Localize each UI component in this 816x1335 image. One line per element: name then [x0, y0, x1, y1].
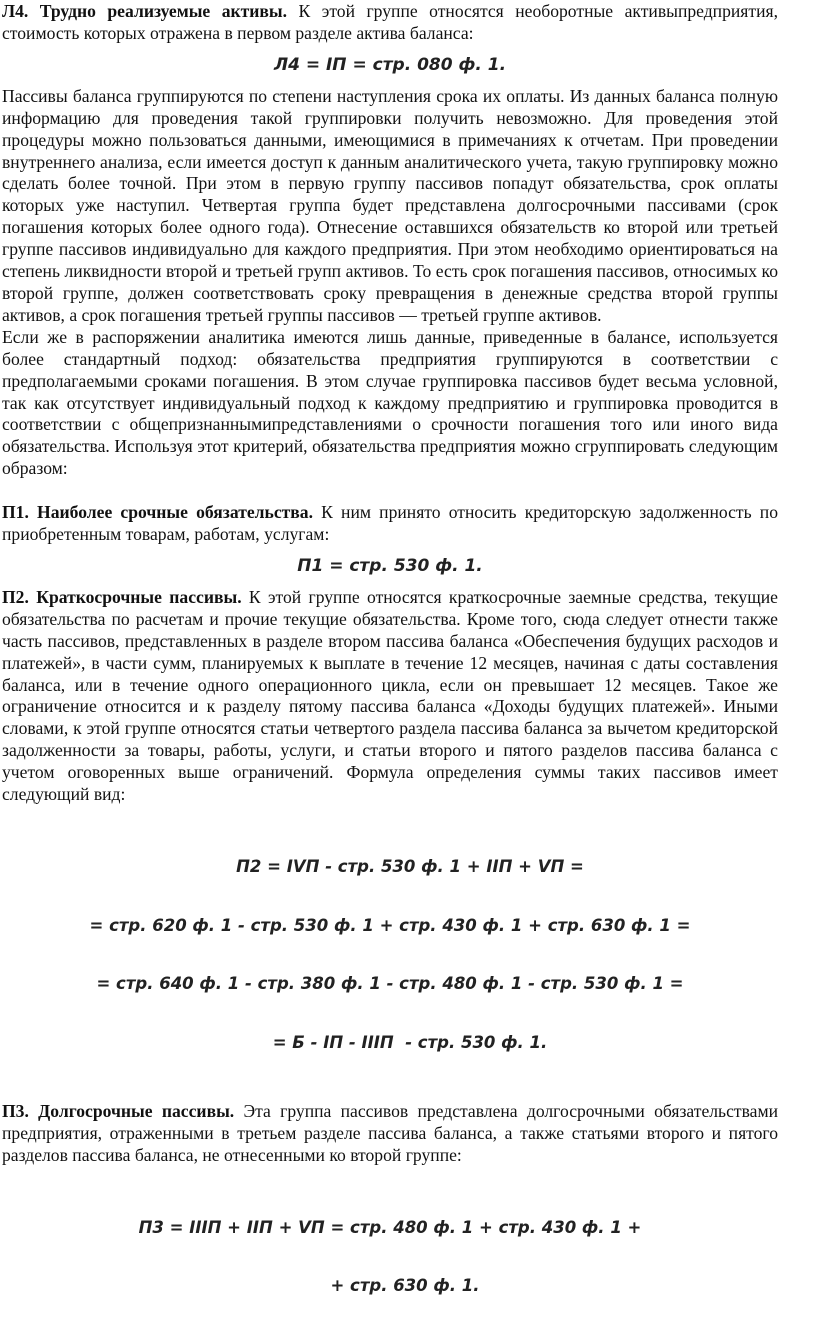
- formula-p3-line: П3 = IIIП + IIП + VП = стр. 480 ф. 1 + стр. 430 ф. 1 +: [138, 1217, 642, 1237]
- formula-p2: [2, 818, 778, 1091]
- formula-p3: [2, 1179, 778, 1335]
- passives-intro-paragraph-1: Пассивы баланса группируются по степени наступления срока их оплаты. Из данных баланса полную информацию для проведения такой группировки получить невозможно. Для проведения этой процедуры можно пользоваться данными, имеющимися в примечаниях к отчетам. При проведении внутреннего анализа, если имеется доступ к данным аналитического учета, такую группировку можно сделать более точной. При этом в первую группу пассивов попадут обязательства, срок оплаты которых уже наступил. Четвертая группа будет представлена долгосрочными пассивами (срок погашения которых более одного года). Отнесение оставшихся обязательств ко второй или третьей группе пассивов индивидуально для каждого предприятия. При этом необходимо ориентироваться на степень ликвидности второй и третьей групп активов. То есть срок погашения пассивов, относимых ко второй группе, должен соответствовать сроку превращения в денежные средства второй группы активов, а срок погашения третьей группы пассивов — третьей группе активов.: [2, 85, 778, 325]
- section-p3-paragraph: [2, 1101, 778, 1167]
- formula-p2-line: = стр. 640 ф. 1 - стр. 380 ф. 1 - стр. 480 ф. 1 - стр. 530 ф. 1 =: [96, 974, 684, 993]
- section-p1-heading: П1. Наиболее срочные обязательства.: [2, 502, 313, 523]
- formula-p2-line: = Б - IП - IIIП - стр. 530 ф. 1.: [272, 1032, 548, 1052]
- section-p1-paragraph: [2, 502, 778, 546]
- section-p3-text: Эта группа пассивов представлена долгосрочными обязательствами предприятия, отраженными в третьем разделе пассива баланса, а также статьями второго и пятого разделов пассива баланса, не отнесенными ко второй группе:: [2, 1101, 779, 1165]
- section-l4-paragraph: [2, 1, 778, 45]
- section-l4-text: К этой группе относятся необоротные активыпредприятия, стоимость которых отражена в первом разделе актива баланса:: [2, 1, 778, 43]
- formula-p2-line: = стр. 620 ф. 1 - стр. 530 ф. 1 + стр. 430 ф. 1 + стр. 630 ф. 1 =: [89, 915, 691, 935]
- section-p3-heading: П3. Долгосрочные пассивы.: [2, 1101, 235, 1121]
- section-p1-text: К ним принято относить кредиторскую задолженность по приобретенным товарам, работам, услугам:: [2, 502, 778, 545]
- section-p2-heading: П2. Краткосрочные пассивы.: [2, 586, 242, 607]
- section-p2-text: К этой группе относятся краткосрочные заемные средства, текущие обязательства по расчетам и прочие текущие обязательства. Кроме того, сюда следует отнести также часть пассивов, представленных в разделе втором пассива баланса «Обеспечения будущих расходов и платежей», в части сумм, планируемых к выплате в течение 12 месяцев, начиная с даты составления баланса, или в течение одного операционного цикла, если он превышает 12 месяцев. Такое же ограничение относится и к разделу пятому пассива баланса «Доходы будущих платежей». Иными словами, к этой группе относятся статьи четвертого раздела пассива баланса за вычетом кредиторской задолженности за товары, работы, услуги, и статьи второго и пятого разделов пассива баланса с учетом оговоренных выше ограничений. Формула определения суммы таких пассивов имеет следующий вид:: [2, 586, 778, 805]
- section-l4-heading: Л4. Трудно реализуемые активы.: [2, 1, 288, 21]
- formula-p3-line: + стр. 630 ф. 1.: [330, 1276, 480, 1296]
- formula-l4: Л4 = IП = стр. 080 ф. 1.: [273, 54, 507, 75]
- spacer: [2, 480, 778, 502]
- passives-intro-paragraph-2: Если же в распоряжении аналитика имеются лишь данные, приведенные в балансе, используется более стандартный подход: обязательства предприятия группируются в соответствии с предполагаемыми сроками погашения. В этом случае группировка пассивов будет весьма условной, так как отсутствует индивидуальный подход к каждому предприятию и группировка проводится в соответствии с общепризнаннымипредставлениями о срочности погашения того или иного вида обязательства. Используя этот критерий, обязательства предприятия можно сгруппировать следующим образом:: [2, 326, 778, 479]
- section-p2-paragraph: [2, 587, 778, 806]
- formula-p2-line: П2 = IVП - стр. 530 ф. 1 + IIП + VП =: [236, 857, 584, 876]
- formula-p1: П1 = стр. 530 ф. 1.: [297, 555, 483, 576]
